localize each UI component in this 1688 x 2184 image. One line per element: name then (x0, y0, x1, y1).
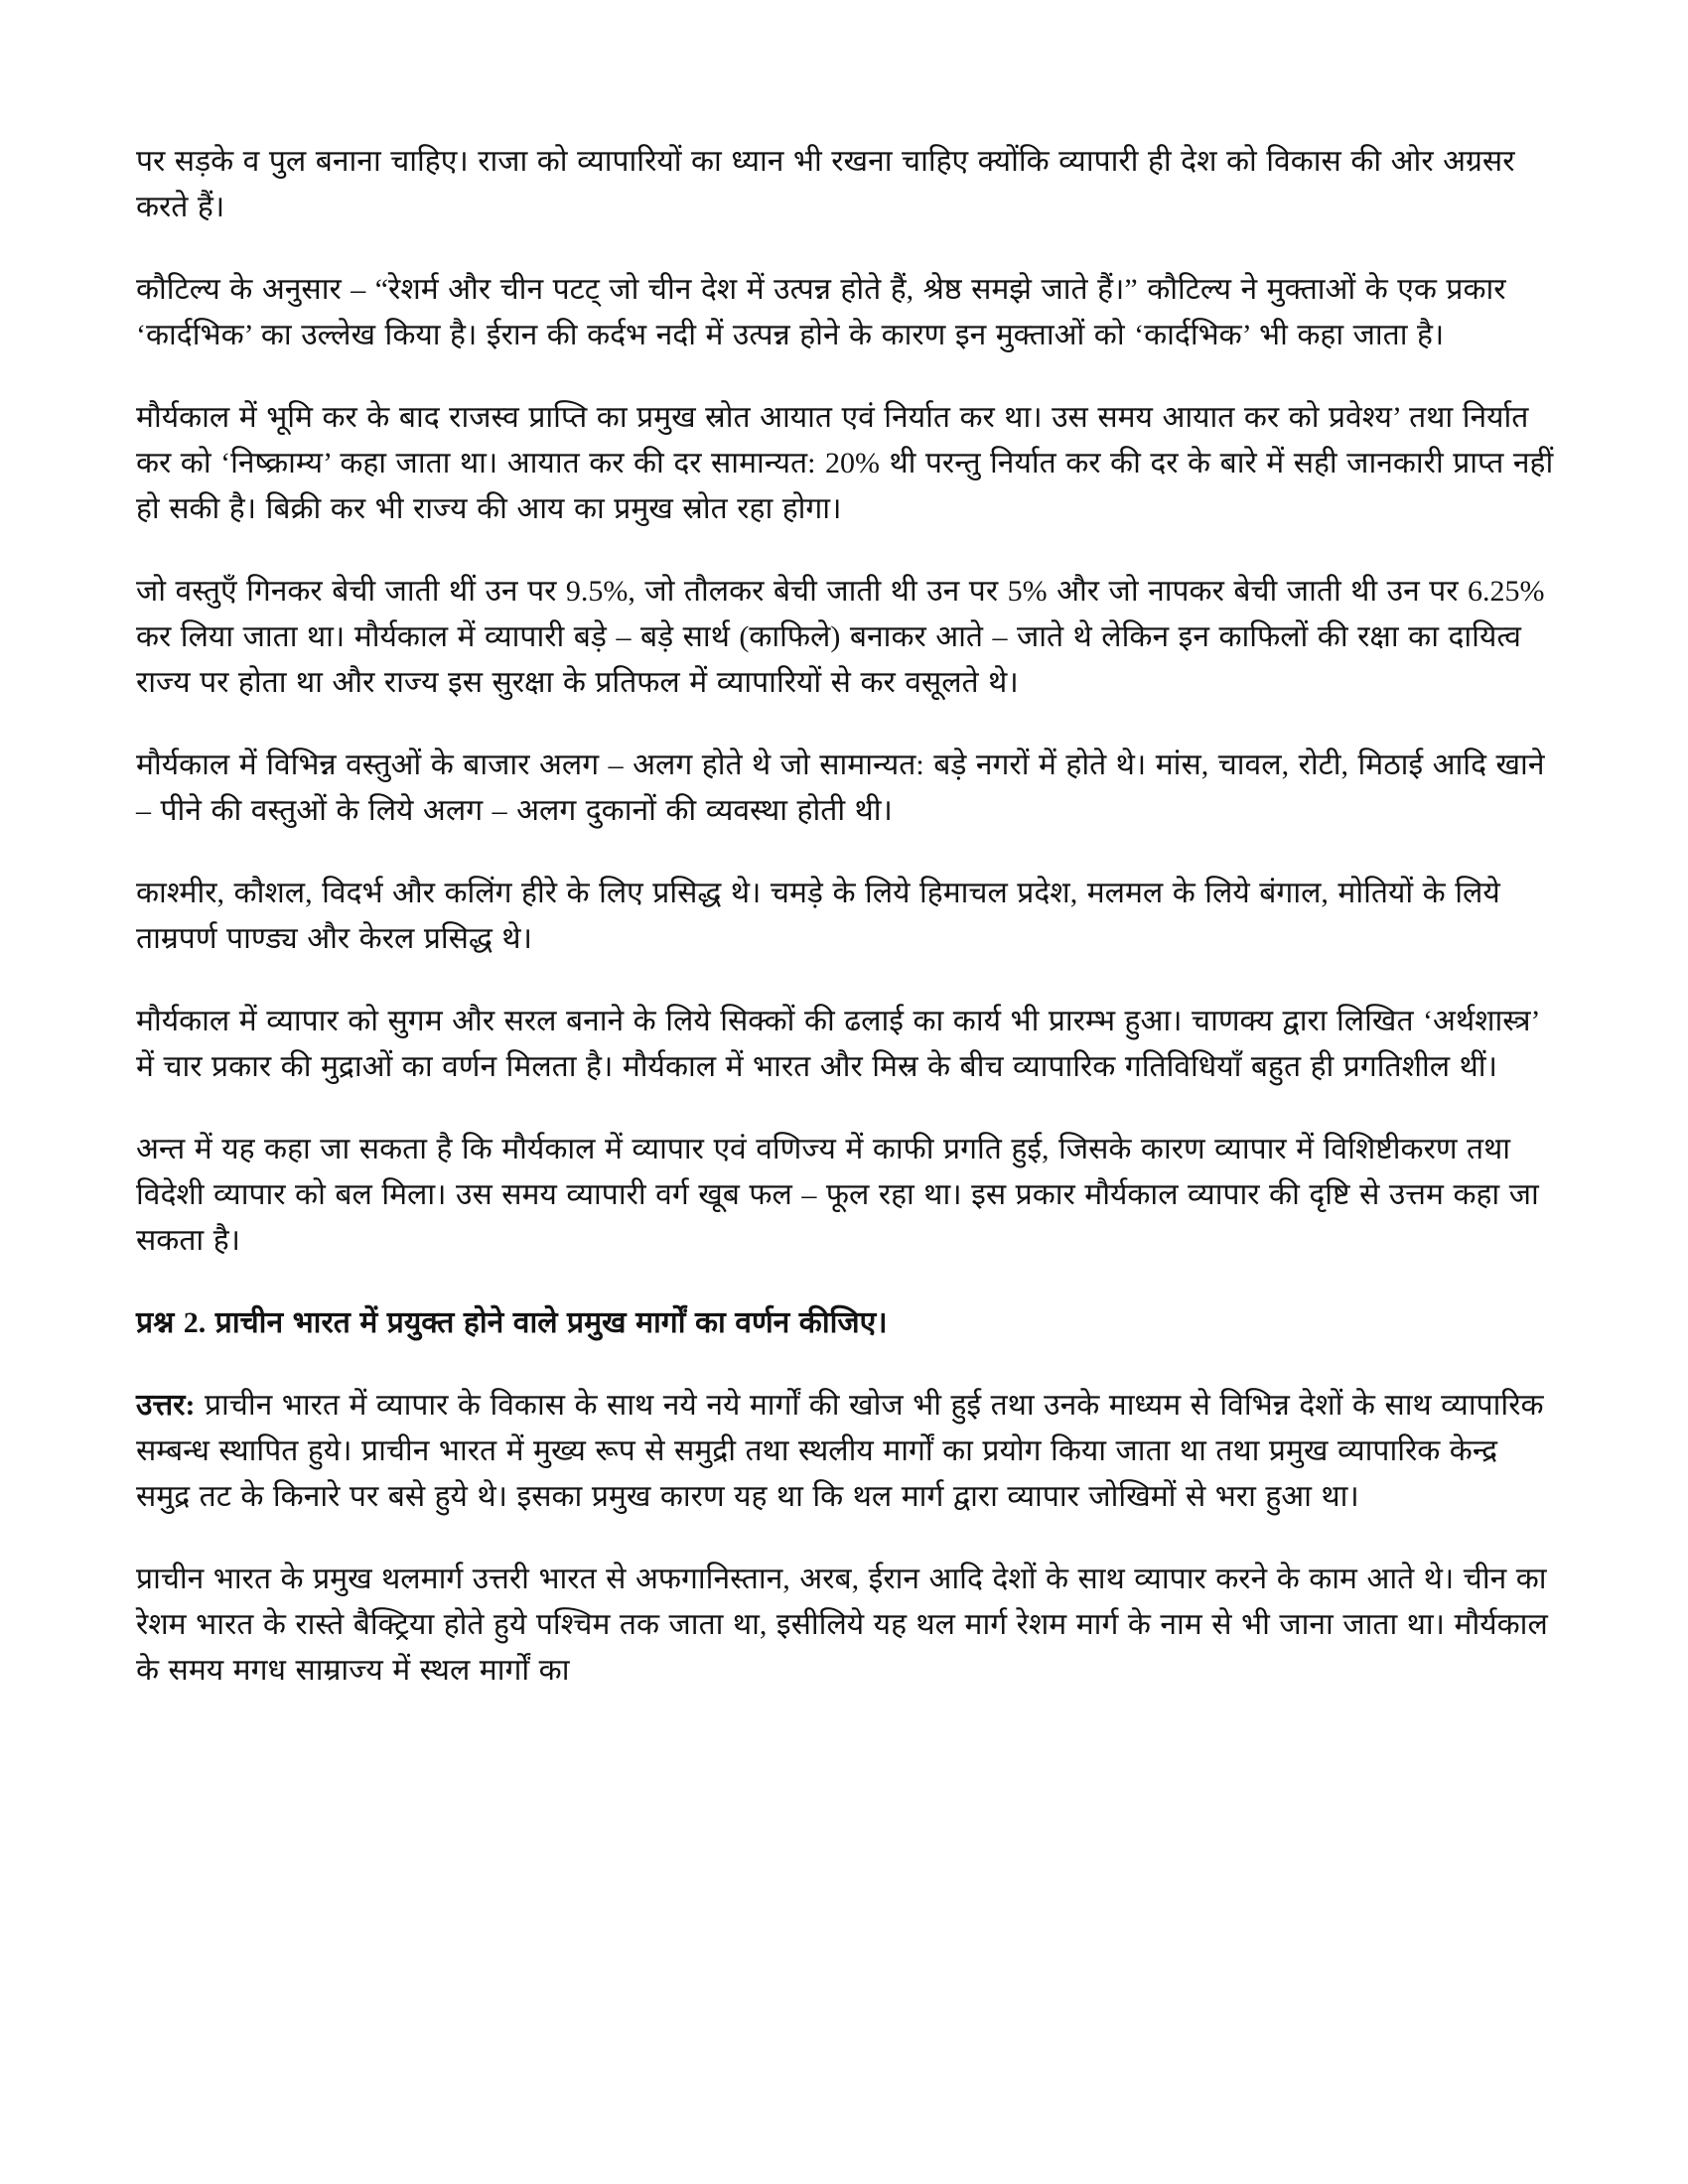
paragraph-famous-regions: काश्मीर, कौशल, विदर्भ और कलिंग हीरे के लिए प्रसिद्ध थे। चमड़े के लिये हिमाचल प्रदेश, मलमल के लिये बंगाल, मोतियों के लिये ताम्रपर्ण पाण्ड्य और केरल प्रसिद्ध थे। (136, 877, 1500, 955)
paragraph-roads-bridges: पर सड़के व पुल बनाना चाहिए। राजा को व्यापारियों का ध्यान भी रखना चाहिए क्योंकि व्यापारी ही देश को विकास की ओर अग्रसर करते हैं। (136, 145, 1515, 223)
paragraph-import-export-tax: मौर्यकाल में भूमि कर के बाद राजस्व प्राप्ति का प्रमुख स्रोत आयात एवं निर्यात कर था। उस समय आयात कर को प्रवेश्य’ तथा निर्यात कर को ‘निष्क्राम्य’ कहा जाता था। आयात कर की दर सामान्यत: 20% थी परन्तु निर्यात कर की दर के बारे में सही जानकारी प्राप्त नहीं हो सकी है। बिक्री कर भी राज्य की आय का प्रमुख स्रोत रहा होगा। (136, 401, 1554, 525)
paragraph-tax-rates: जो वस्तुएँ गिनकर बेची जाती थीं उन पर 9.5%, जो तौलकर बेची जाती थी उन पर 5% और जो नापकर बेची जाती थी उन पर 6.25% कर लिया जाता था। मौर्यकाल में व्यापारी बड़े – बड़े सार्थ (काफिले) बनाकर आते – जाते थे लेकिन इन काफिलों की रक्षा का दायित्व राज्य पर होता था और राज्य इस सुरक्षा के प्रतिफल में व्यापारियों से कर वसूलते थे। (136, 575, 1545, 699)
answer-label: उत्तर: (136, 1389, 196, 1422)
answer-text: प्राचीन भारत में व्यापार के विकास के साथ नये नये मार्गों की खोज भी हुई तथा उनके माध्यम से विभिन्न देशों के साथ व्यापारिक सम्बन्ध स्थापित हुये। प्राचीन भारत में मुख्य रूप से समुद्री तथा स्थलीय मार्गों का प्रयोग किया जाता था तथा प्रमुख व्यापारिक केन्द्र समुद्र तट के किनारे पर बसे हुये थे। इसका प्रमुख कारण यह था कि थल मार्ग द्वारा व्यापार जोखिमों से भरा हुआ था। (136, 1389, 1544, 1513)
paragraph-coin-minting: मौर्यकाल में व्यापार को सुगम और सरल बनाने के लिये सिक्कों की ढलाई का कार्य भी प्रारम्भ हुआ। चाणक्य द्वारा लिखित ‘अर्थशास्त्र’ में चार प्रकार की मुद्राओं का वर्णन मिलता है। मौर्यकाल में भारत और मिस्र के बीच व्यापारिक गतिविधियाँ बहुत ही प्रगतिशील थीं। (136, 1005, 1540, 1083)
paragraph-separate-markets: मौर्यकाल में विभिन्न वस्तुओं के बाजार अलग – अलग होते थे जो सामान्यत: बड़े नगरों में होते थे। मांस, चावल, रोटी, मिठाई आदि खाने – पीने की वस्तुओं के लिये अलग – अलग दुकानों की व्यवस्था होती थी। (136, 749, 1545, 827)
paragraph-trade-conclusion: अन्त में यह कहा जा सकता है कि मौर्यकाल में व्यापार एवं वणिज्य में काफी प्रगति हुई, जिसके कारण व्यापार में विशिष्टीकरण तथा विदेशी व्यापार को बल मिला। उस समय व्यापारी वर्ग खूब फल – फूल रहा था। इस प्रकार मौर्यकाल व्यापार की दृष्टि से उत्तम कहा जा सकता है। (136, 1133, 1539, 1257)
answer-paragraph (136, 1383, 1557, 1520)
question-heading: प्रश्न 2. प्राचीन भारत में प्रयुक्त होने वाले प्रमुख मार्गों का वर्णन कीजिए। (136, 1306, 888, 1339)
paragraph-kautilya-silk: कौटिल्य के अनुसार – “रेशर्म और चीन पटट् जो चीन देश में उत्पन्न होते हैं, श्रेष्ठ समझे जाते हैं।” कौटिल्य ने मुक्ताओं के एक प्रकार ‘कार्दभिक’ का उल्लेख किया है। ईरान की कर्दभ नदी में उत्पन्न होने के कारण इन मुक्ताओं को ‘कार्दभिक’ भी कहा जाता है। (136, 273, 1506, 351)
paragraph-land-routes: प्राचीन भारत के प्रमुख थलमार्ग उत्तरी भारत से अफगानिस्तान, अरब, ईरान आदि देशों के साथ व्यापार करने के काम आते थे। चीन का रेशम भारत के रास्ते बैक्ट्रिया होते हुये पश्चिम तक जाता था, इसीलिये यह थल मार्ग रेशम मार्ग के नाम से भी जाना जाता था। मौर्यकाल के समय मगध साम्राज्य में स्थल मार्गों का (136, 1563, 1548, 1687)
